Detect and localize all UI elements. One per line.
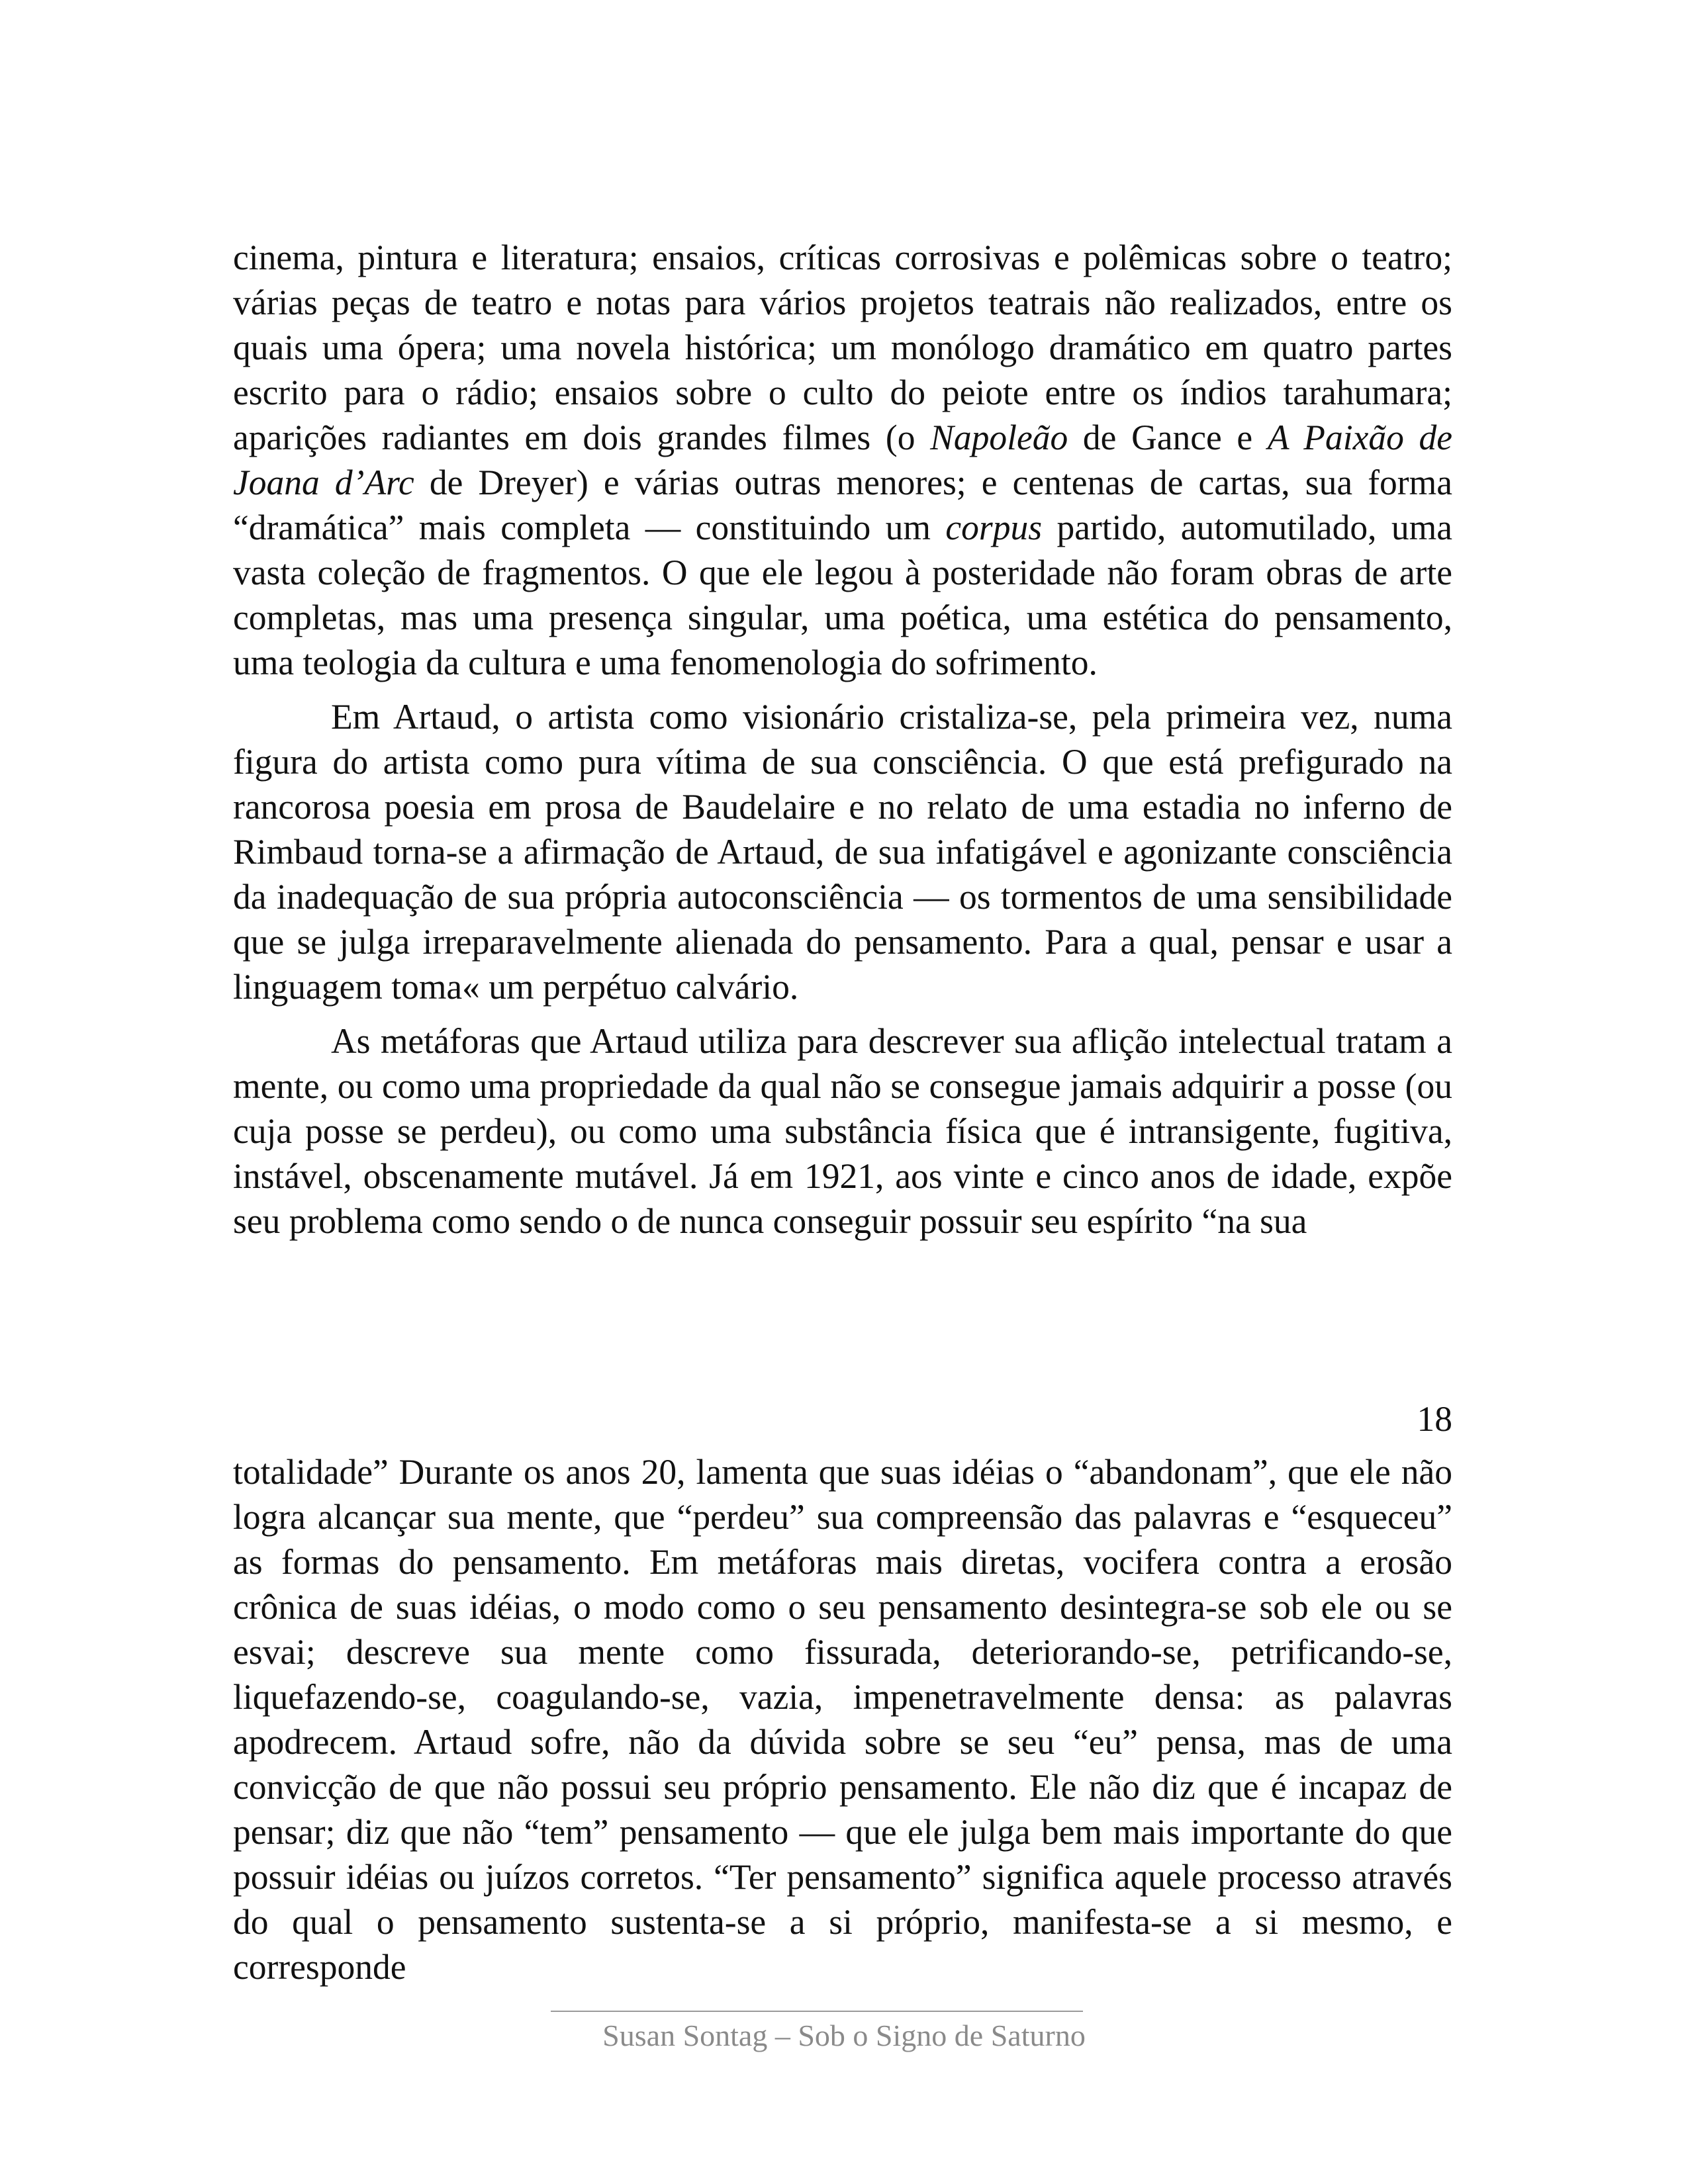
title-joana-darc: A Paixão de Joana d’Arc: [233, 418, 1453, 502]
paragraph-1-text-d: partido, automutilado, uma vasta coleção de fragmentos. O que ele legou à posteridade não foram obras de arte completas, mas uma presença singular, uma poética, uma estética do pensamento, uma teologia da cultura e uma fenomenologia do sofrimento.: [233, 508, 1452, 682]
footer-divider: [551, 2011, 1083, 2012]
paragraph-1-text-b: de Gance e: [1068, 418, 1268, 457]
running-footer: Susan Sontag – Sob o Signo de Saturno: [602, 2019, 1086, 2052]
paragraph-1-text-a: cinema, pintura e literatura; ensaios, críticas corrosivas e polêmicas sobre o teatro; várias peças de teatro e notas para vários projetos teatrais não realizados, entre os quais uma ópera; uma novela histórica; um monólogo dramático em quatro partes escrito para o rádio; ensaios sobre o culto do peiote entre os índios tarahumara; aparições radiantes em dois grandes filmes (o: [233, 238, 1452, 457]
term-corpus: corpus: [945, 508, 1043, 547]
page-number: 18: [1417, 1399, 1452, 1439]
text-block-upper: [233, 235, 1452, 1244]
paragraph-1-text-c: de Dreyer) e várias outras menores; e centenas de cartas, sua forma “dramática” mais completa — constituindo um: [233, 463, 1452, 547]
text-block-lower: [233, 1449, 1452, 1989]
title-napoleao: Napoleão: [930, 418, 1068, 457]
paragraph-1: [233, 235, 1452, 685]
paragraph-4: totalidade” Durante os anos 20, lamenta que suas idéias o “abandonam”, que ele não logra alcançar sua mente, que “perdeu” sua compreensão das palavras e “esqueceu” as formas do pensamento. Em metáforas mais diretas, vocifera contra a erosão crônica de suas idéias, o modo como o seu pensamento desintegra-se sob ele ou se esvai; descreve sua mente como fissurada, deteriorando-se, petrificando-se, liquefazendo-se, coagulando-se, vazia, impenetravelmente densa: as palavras apodrecem. Artaud sofre, não da dúvida sobre se seu “eu” pensa, mas de uma convicção de que não possui seu próprio pensamento. Ele não diz que é incapaz de pensar; diz que não “tem” pensamento — que ele julga bem mais importante do que possuir idéias ou juízos corretos. “Ter pensamento” significa aquele processo através do qual o pensamento sustenta-se a si próprio, manifesta-se a si mesmo, e corresponde: [233, 1452, 1452, 1987]
paragraph-2: Em Artaud, o artista como visionário cristaliza-se, pela primeira vez, numa figura do artista como pura vítima de sua consciência. O que está prefigurado na rancorosa poesia em prosa de Baudelaire e no relato de uma estadia no inferno de Rimbaud torna-se a afirmação de Artaud, de sua infatigável e agonizante consciência da inadequação de sua própria autoconsciência — os tormentos de uma sensibilidade que se julga irreparavelmente alienada do pensamento. Para a qual, pensar e usar a linguagem toma« um perpétuo calvário.: [233, 697, 1452, 1007]
paragraph-3: As metáforas que Artaud utiliza para descrever sua aflição intelectual tratam a mente, ou como uma propriedade da qual não se consegue jamais adquirir a posse (ou cuja posse se perdeu), ou como uma substância física que é intransigente, fugitiva, instável, obscenamente mutável. Já em 1921, aos vinte e cinco anos de idade, expõe seu problema como sendo o de nunca conseguir possuir seu espírito “na sua: [233, 1021, 1452, 1241]
